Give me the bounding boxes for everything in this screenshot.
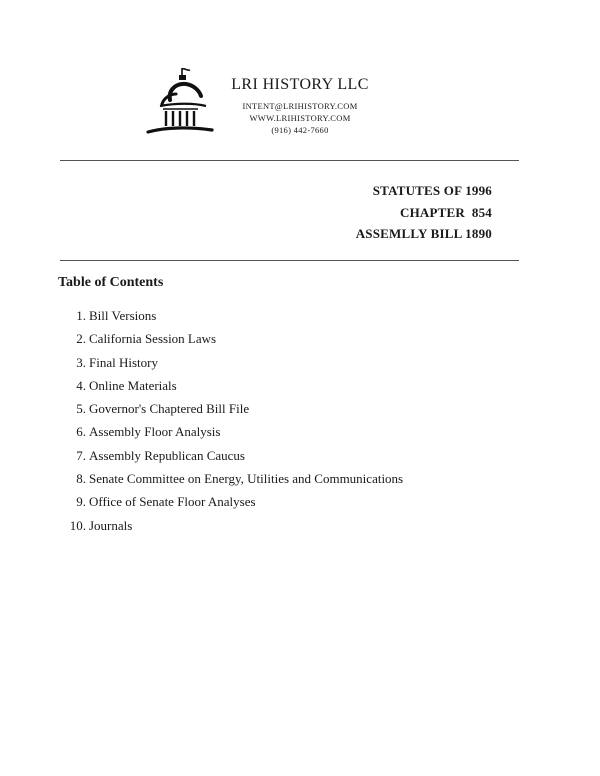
toc-item-number: 3. [76,354,86,370]
toc-item [58,376,403,399]
toc-item [58,353,403,376]
toc-item [58,306,403,329]
toc-item [58,329,403,352]
statute-year: STATUTES OF 1996 [372,183,492,198]
toc-item-number: 6. [76,424,86,440]
toc-item-label: Governor's Chaptered Bill File [89,401,250,417]
toc-item [58,399,403,422]
firm-name: LRI HISTORY LLC [231,76,369,93]
toc-item-label: Office of Senate Floor Analyses [89,494,256,510]
toc-item [58,516,403,539]
firm-email: INTENT@LRIHISTORY.COM [242,101,358,111]
toc-item [58,446,403,469]
toc-item-number: 4. [76,377,86,393]
toc-item-label: California Session Laws [89,331,217,347]
toc-item-label: Senate Committee on Energy, Utilities and Communications [89,471,404,487]
toc-item [58,469,403,492]
toc-item-number: 2. [76,331,86,347]
toc-item-number: 8. [76,471,86,487]
statute-citation [356,180,492,245]
toc-item-number: 9. [76,494,86,510]
statute-bill: ASSEMLLY BILL 1890 [355,226,492,241]
toc-item-label: Assembly Republican Caucus [89,447,245,463]
toc-item [58,492,403,515]
toc-item-label: Assembly Floor Analysis [89,424,221,440]
toc-item-number: 7. [76,447,86,463]
toc-item-number: 5. [76,401,86,417]
capitol-dome-logo-graphic [146,66,214,138]
toc-item-label: Bill Versions [89,308,157,323]
toc-item-label: Journals [89,517,133,533]
firm-phone: (916) 442-7660 [271,125,329,135]
toc-item-number: 1. [76,308,86,323]
top-divider [60,160,519,161]
statute-chapter: CHAPTER 854 [400,204,492,220]
toc-item-label: Online Materials [89,377,177,393]
toc-item [58,422,403,445]
toc-list [58,306,403,539]
toc-title: Table of Contents [58,275,164,290]
firm-website: WWW.LRIHISTORY.COM [249,113,351,123]
toc-item-number: 10. [69,517,86,533]
capitol-dome-icon [146,66,214,138]
bottom-divider [60,260,519,261]
firm-contact-block [230,76,370,136]
toc-item-label: Final History [89,354,158,370]
